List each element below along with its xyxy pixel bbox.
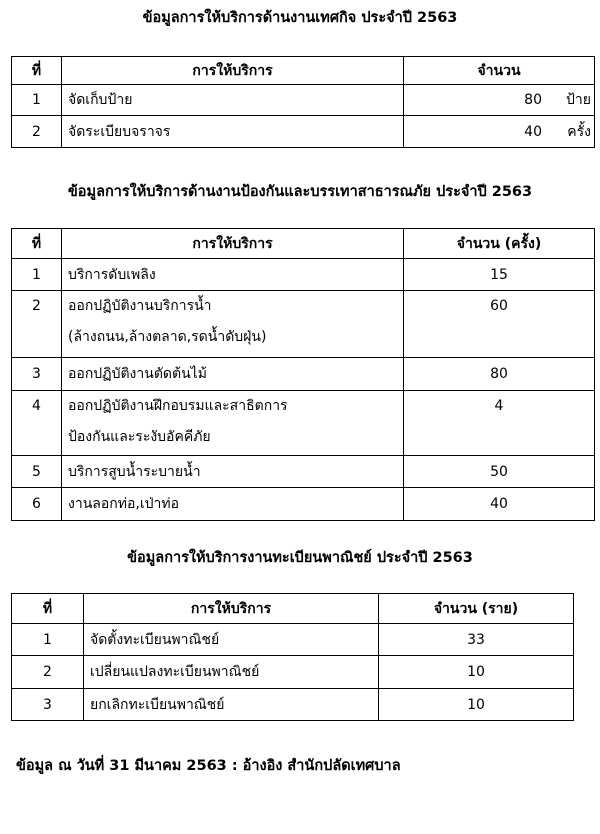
header-no: ที่ [12,594,84,624]
footer-note: ข้อมูล ณ วันที่ 31 มีนาคม 2563 : อ้างอิง สำนักปลัดเทศบาล [16,758,401,774]
row-amount: 40 [524,123,542,140]
header-service: การให้บริการ [84,594,379,624]
row-no: 6 [12,488,62,521]
table-header-row [12,229,595,259]
row-no: 2 [12,656,84,689]
table-commercial-registration [11,593,574,721]
table-header-row [12,594,574,624]
row-service: จัดเก็บป้าย [62,85,404,116]
row-service: ยกเลิกทะเบียนพาณิชย์ [84,689,379,721]
row-service-cell [62,291,404,358]
row-no: 3 [12,689,84,721]
row-no: 1 [12,624,84,656]
header-service: การให้บริการ [62,57,404,85]
table-header-row [12,57,595,85]
row-service: งานลอกท่อ,เป่าท่อ [62,488,404,521]
row-no: 2 [12,116,62,148]
row-service: ออกปฏิบัติงานบริการน้ำ [68,298,212,314]
header-amount: จำนวน (ราย) [379,594,574,624]
section2-title: ข้อมูลการให้บริการด้านงานป้องกันและบรรเทาสาธารณภัย ประจำปี 2563 [67,184,533,200]
row-no: 3 [12,358,62,391]
row-no: 1 [12,259,62,291]
row-service: บริการดับเพลิง [62,259,404,291]
row-amount: 10 [379,689,574,721]
row-no: 1 [12,85,62,116]
row-amount: 10 [379,656,574,689]
table-row [12,358,595,391]
table-row [12,456,595,488]
table-disaster [11,228,595,521]
row-service-cell [62,391,404,456]
row-amount: 15 [404,259,595,291]
header-amount: จำนวน [404,57,595,85]
table-row [12,291,595,358]
row-unit: ป้าย [566,92,591,108]
row-amount: 4 [404,391,595,456]
row-service-line2: ป้องกันและระงับอัคคีภัย [68,429,211,445]
row-amount: 80 [524,92,542,108]
table-row [12,85,595,116]
row-service-line2: (ล้างถนน,ล้างตลาด,รดน้ำดับฝุ่น) [68,329,267,345]
table-row [12,624,574,656]
header-amount: จำนวน (ครั้ง) [404,229,595,259]
row-amount: 40 [404,488,595,521]
row-service: ออกปฏิบัติงานตัดต้นไม้ [62,358,404,391]
header-no: ที่ [12,57,62,85]
header-service: การให้บริการ [62,229,404,259]
row-amount-cell [404,116,595,148]
row-service: จัดระเบียบจราจร [62,116,404,148]
row-unit: ครั้ง [567,123,591,140]
row-service: เปลี่ยนแปลงทะเบียนพาณิชย์ [84,656,379,689]
table-row [12,689,574,721]
table-row [12,116,595,148]
row-amount: 80 [404,358,595,391]
table-row [12,391,595,456]
table-row [12,656,574,689]
section3-title: ข้อมูลการให้บริการงานทะเบียนพาณิชย์ ประจำปี 2563 [127,550,473,566]
table-row [12,488,595,521]
row-service: ออกปฏิบัติงานฝึกอบรมและสาธิตการ [68,398,288,414]
row-amount: 33 [379,624,574,656]
row-no: 5 [12,456,62,488]
row-no: 4 [12,391,62,456]
table-row [12,259,595,291]
row-amount-cell [404,85,595,116]
row-service: จัดตั้งทะเบียนพาณิชย์ [84,624,379,656]
row-amount: 50 [404,456,595,488]
header-no: ที่ [12,229,62,259]
section1-title: ข้อมูลการให้บริการด้านงานเทศกิจ ประจำปี 2563 [142,10,458,26]
table-tessakit [11,56,595,148]
row-amount: 60 [404,291,595,358]
row-no: 2 [12,291,62,358]
row-service: บริการสูบน้ำระบายน้ำ [62,456,404,488]
